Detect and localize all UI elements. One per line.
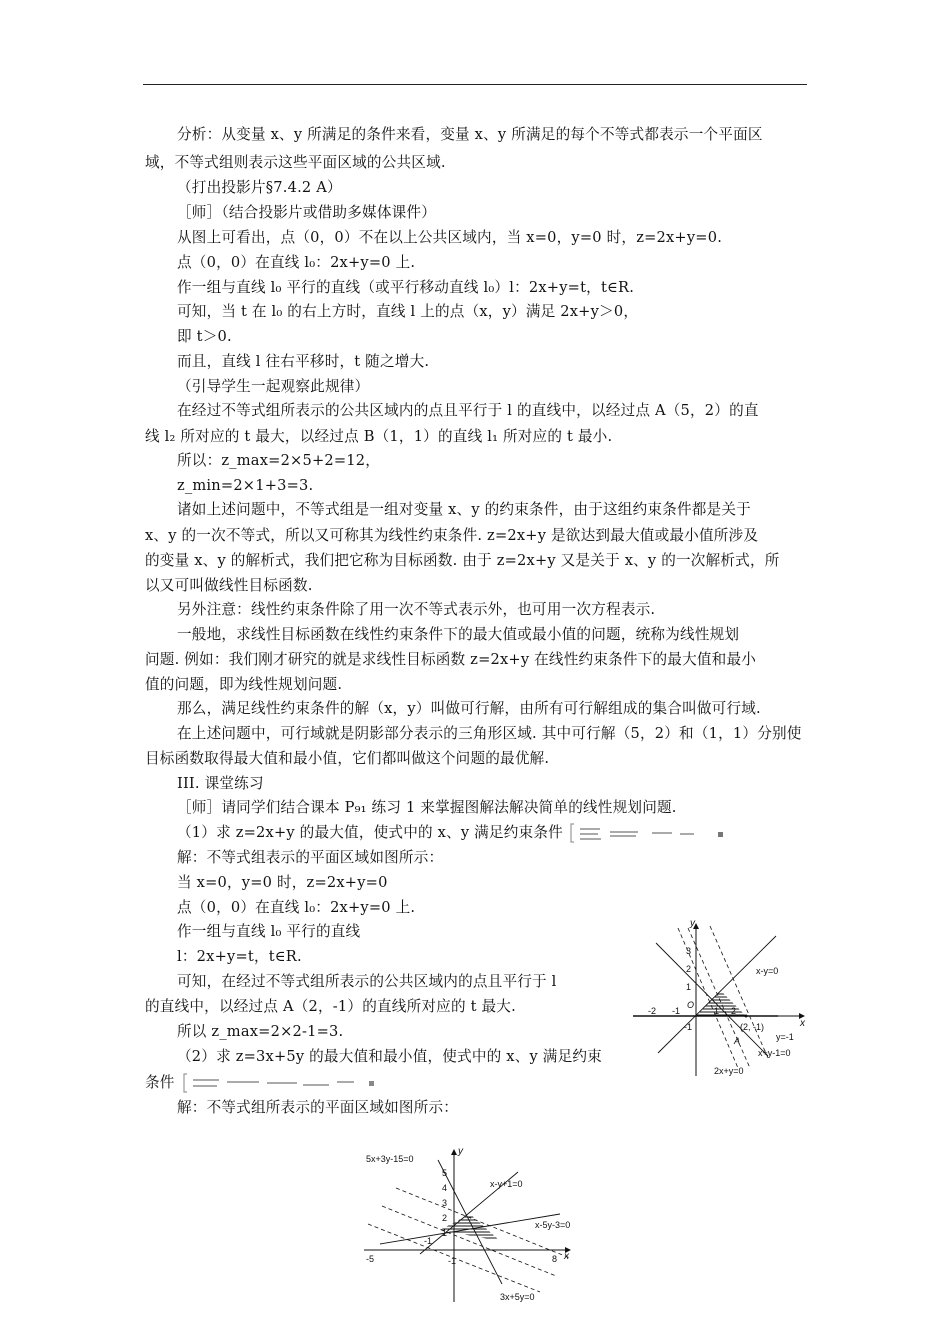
text-line: x、y 的一次不等式，所以又可称其为线性约束条件. z=2x+y 是欲达到最大值或最小值所涉及 xyxy=(145,527,759,544)
tick-label: -1 xyxy=(672,1006,681,1016)
tick-label: 4 xyxy=(442,1183,448,1193)
point-a xyxy=(745,1015,748,1018)
text-line: （引导学生一起观察此规律） xyxy=(177,378,370,395)
header-rule xyxy=(143,84,807,85)
text-line xyxy=(145,1072,399,1094)
graph-1-feasible-region xyxy=(628,918,810,1080)
text-line: 解：不等式组所表示的平面区域如图所示： xyxy=(177,1099,459,1116)
constraint-system-image xyxy=(568,822,768,844)
line-label: 5x+3y-15=0 xyxy=(366,1154,414,1164)
line-label: x-y+1=0 xyxy=(490,1179,523,1189)
graph-2-feasible-region xyxy=(360,1144,596,1304)
tick-label: 3 xyxy=(442,1198,448,1208)
text-line: 那么，满足线性约束条件的解（x，y）叫做可行解，由所有可行解组成的集合叫做可行域. xyxy=(177,700,761,717)
axis-label-x: x xyxy=(564,1251,569,1262)
text-line: 作一组与直线 l₀ 平行的直线 xyxy=(177,923,361,940)
text-line: 可知，在经过不等式组所表示的公共区域内的点且平行于 l xyxy=(177,973,557,990)
tick-label: -5 xyxy=(366,1254,375,1264)
text-line: （打出投影片§7.4.2 A） xyxy=(177,179,342,196)
point-a-label: A xyxy=(734,1036,741,1046)
tick-label: -1 xyxy=(448,1256,457,1266)
dashed-line-2x-plus-y xyxy=(688,928,750,1068)
text-line: 域，不等式组则表示这些平面区域的公共区域. xyxy=(145,154,446,171)
text-line: 目标函数取得最大值和最小值，它们都叫做这个问题的最优解. xyxy=(145,750,550,767)
tick-label: -1 xyxy=(424,1236,433,1246)
line-label: x-y=0 xyxy=(756,966,779,976)
text-line: 从图上可看出，点（0，0）不在以上公共区域内，当 x=0，y=0 时，z=2x+y=0. xyxy=(177,229,723,246)
problem-1-text: （1）求 z=2x+y 的最大值，使式中的 x、y 满足约束条件 xyxy=(177,824,563,841)
line-label: 2x+y=0 xyxy=(714,1066,744,1076)
text-line: 一般地，求线性目标函数在线性约束条件下的最大值或最小值的问题，统称为线性规划 xyxy=(177,626,740,643)
tick-label: 2 xyxy=(686,964,692,974)
tick-label: 5 xyxy=(442,1168,448,1178)
tick-label: 2 xyxy=(731,1006,737,1016)
line-label: x-5y-3=0 xyxy=(535,1220,571,1230)
text-line: 点（0，0）在直线 l₀：2x+y=0 上. xyxy=(177,899,416,916)
dashed-line-3x-plus-5y xyxy=(382,1206,556,1276)
text-line: 当 x=0，y=0 时，z=2x+y=0 xyxy=(177,874,388,891)
text-line: 分析：从变量 x、y 所满足的条件来看，变量 x、y 所满足的每个不等式都表示一个平面区 xyxy=(177,126,763,143)
constraint-system-image-2 xyxy=(179,1072,399,1094)
text-line: 问题. 例如：我们刚才研究的就是求线性目标函数 z=2x+y 在线性约束条件下的最大值和最小 xyxy=(145,651,757,668)
text-line: 另外注意：线性约束条件除了用一次不等式表示外，也可用一次方程表示. xyxy=(177,601,656,618)
text-line: （2）求 z=3x+5y 的最大值和最小值，使式中的 x、y 满足约束 xyxy=(177,1048,602,1065)
text-line: 点（0，0）在直线 l₀：2x+y=0 上. xyxy=(177,254,416,271)
line-label: y=-1 xyxy=(776,1032,794,1042)
axis-label-y: y xyxy=(458,1146,463,1157)
text-line: 的变量 x、y 的解析式，我们把它称为目标函数. 由于 z=2x+y 又是关于 x、y 的一次解析式，所 xyxy=(145,552,780,569)
text-line: 而且，直线 l 往右平移时，t 随之增大. xyxy=(177,353,430,370)
text-line: 在上述问题中，可行域就是阴影部分表示的三角形区域. 其中可行解（5，2）和（1，1）分别使 xyxy=(177,725,802,742)
text-line: 以又可叫做线性目标函数. xyxy=(145,577,313,594)
tick-label: 8 xyxy=(552,1254,558,1264)
tick-label: 3 xyxy=(686,946,692,956)
axis-label-x: x xyxy=(800,1018,805,1029)
text-line: 在经过不等式组所表示的公共区域内的点且平行于 l 的直线中，以经过点 A（5，2）的直 xyxy=(177,402,759,419)
line-label: x+y-1=0 xyxy=(758,1048,791,1058)
text-line: l：2x+y=t，t∈R. xyxy=(177,948,302,965)
text-line: 诸如上述问题中，不等式组是一组对变量 x、y 的约束条件，由于这组约束条件都是关于 xyxy=(177,501,751,518)
text-line: 即 t＞0. xyxy=(177,328,232,345)
text-line: 解：不等式组表示的平面区域如图所示： xyxy=(177,849,444,866)
point-label: (2, -1) xyxy=(740,1022,765,1032)
text-line: ［师］请同学们结合课本 P₉₁ 练习 1 来掌握图解法解决简单的线性规划问题. xyxy=(177,799,677,816)
text-line: 值的问题，即为线性规划问题. xyxy=(145,676,343,693)
text-line: 的直线中，以经过点 A（2，-1）的直线所对应的 t 最大. xyxy=(145,998,516,1015)
text-line: 线 l₂ 所对应的 t 最大，以经过点 B（1，1）的直线 l₁ 所对应的 t 最小. xyxy=(145,428,613,445)
text-line: ［师］（结合投影片或借助多媒体课件） xyxy=(177,204,436,221)
text-line: 所以 z_max=2×2-1=3. xyxy=(177,1023,344,1040)
tick-label: -1 xyxy=(684,1022,693,1032)
line-x-plus-y-minus-1-eq-0 xyxy=(656,943,768,1056)
axis-label-y: y xyxy=(690,918,695,929)
condition-label: 条件 xyxy=(145,1074,175,1091)
tick-label: 1 xyxy=(686,982,692,992)
origin-label: O xyxy=(687,1000,695,1010)
text-line: 可知，当 t 在 l₀ 的右上方时，直线 l 上的点（x，y）满足 2x+y＞0， xyxy=(177,303,639,320)
text-line: 作一组与直线 l₀ 平行的直线（或平行移动直线 l₀）l：2x+y=t，t∈R. xyxy=(177,279,635,296)
tick-label: 2 xyxy=(442,1213,448,1223)
tick-label: 1 xyxy=(714,1006,720,1016)
line-x-minus-5y-minus-3 xyxy=(380,1214,560,1244)
line-label: 3x+5y=0 xyxy=(500,1292,535,1302)
tick-label: 1 xyxy=(442,1228,448,1238)
text-line xyxy=(177,822,768,844)
tick-label: -2 xyxy=(648,1006,657,1016)
text-line: 所以：z_max=2×5+2=12， xyxy=(177,452,381,469)
text-line: z_min=2×1+3=3. xyxy=(177,477,314,494)
section-heading: III. 课堂练习 xyxy=(177,775,264,792)
